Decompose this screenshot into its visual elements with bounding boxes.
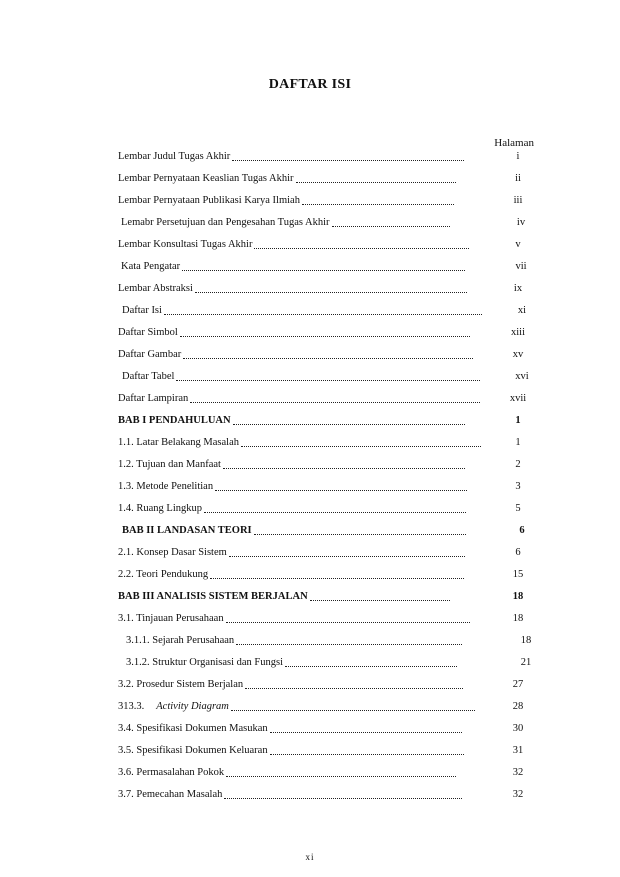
toc-entry[interactable]: 313.3. Activity Diagram 28 <box>118 700 538 714</box>
page-number: 2 <box>515 459 521 470</box>
toc-entry[interactable]: 3.6. Permasalahan Pokok 32 <box>118 766 538 780</box>
toc-entry[interactable]: 3.2. Prosedur Sistem Berjalan 27 <box>118 678 538 692</box>
leader-dots <box>176 380 480 381</box>
toc-entry[interactable]: Lembar Pernyataan Publikasi Karya Ilmiah iii <box>118 194 538 208</box>
leader-dots <box>302 204 454 205</box>
toc-entry[interactable]: Daftar Simbol xiii <box>118 326 538 340</box>
page-number: vii <box>515 261 527 272</box>
page-number: 32 <box>512 789 524 800</box>
page-number: 6 <box>519 525 525 536</box>
leader-dots <box>215 490 467 491</box>
leader-dots <box>226 622 470 623</box>
page-number: xvii <box>509 393 527 404</box>
page-number: 27 <box>512 679 524 690</box>
leader-dots <box>195 292 467 293</box>
leader-dots <box>285 666 457 667</box>
leader-dots <box>241 446 481 447</box>
toc-entry[interactable]: Lembar Pernyataan Keaslian Tugas Akhir ii <box>118 172 538 186</box>
leader-dots <box>226 776 456 777</box>
page-number: 21 <box>520 657 532 668</box>
page-number: i <box>516 151 520 162</box>
page-number: 1 <box>515 415 521 426</box>
toc-entry[interactable]: Lemabr Persetujuan dan Pengesahan Tugas Akhir iv <box>121 216 541 230</box>
leader-dots <box>332 226 450 227</box>
leader-dots <box>204 512 466 513</box>
toc-entry[interactable]: 1.4. Ruang Lingkup 5 <box>118 502 538 516</box>
toc-entry[interactable]: 3.4. Spesifikasi Dokumen Masukan 30 <box>118 722 538 736</box>
toc-entry[interactable]: 2.1. Konsep Dasar Sistem 6 <box>118 546 538 560</box>
toc-entry[interactable]: 1.2. Tujuan dan Manfaat 2 <box>118 458 538 472</box>
leader-dots <box>223 468 465 469</box>
toc-entry[interactable]: 3.1.1. Sejarah Perusahaan 18 <box>126 634 546 648</box>
page-number: 5 <box>515 503 521 514</box>
page-number: 3 <box>515 481 521 492</box>
toc-entry[interactable]: 3.1.2. Struktur Organisasi dan Fungsi 21 <box>126 656 546 670</box>
leader-dots <box>182 270 465 271</box>
toc-entry[interactable]: Daftar Lampiran xvii <box>118 392 538 406</box>
leader-dots <box>164 314 482 315</box>
leader-dots <box>224 798 462 799</box>
toc-entry[interactable]: Lembar Abstraksi ix <box>118 282 538 296</box>
toc-chapter[interactable]: BAB I PENDAHULUAN 1 <box>118 414 538 428</box>
leader-dots <box>270 732 462 733</box>
page-number: 15 <box>512 569 524 580</box>
leader-dots <box>254 248 469 249</box>
toc-chapter[interactable]: BAB III ANALISIS SISTEM BERJALAN 18 <box>118 590 538 604</box>
leader-dots <box>233 424 465 425</box>
page-number: iv <box>516 217 526 228</box>
toc-entry[interactable]: 1.1. Latar Belakang Masalah 1 <box>118 436 538 450</box>
toc-entry[interactable]: Lembar Konsultasi Tugas Akhir v <box>118 238 538 252</box>
page-number: xvi <box>515 371 529 382</box>
toc-entry[interactable]: Daftar Gambar xv <box>118 348 538 362</box>
page-number: xi <box>517 305 527 316</box>
toc-entry[interactable]: Daftar Tabel xvi <box>122 370 542 384</box>
page-number: ii <box>515 173 521 184</box>
page-number: v <box>515 239 521 250</box>
toc-entry[interactable]: 2.2. Teori Pendukung 15 <box>118 568 538 582</box>
toc-entry[interactable]: 3.7. Pemecahan Masalah 32 <box>118 788 538 802</box>
leader-dots <box>210 578 464 579</box>
page-number: xiii <box>510 327 525 338</box>
page-number: iii <box>513 195 523 206</box>
toc-entry[interactable]: 3.1. Tinjauan Perusahaan 18 <box>118 612 538 626</box>
leader-dots <box>270 754 464 755</box>
leader-dots <box>245 688 463 689</box>
leader-dots <box>183 358 473 359</box>
page-number: 31 <box>512 745 524 756</box>
page-number: 1 <box>515 437 521 448</box>
page-number: 18 <box>512 613 524 624</box>
activity-diagram-label: Activity Diagram <box>156 701 229 712</box>
page-number: 32 <box>512 767 524 778</box>
toc-entry[interactable]: Daftar Isi xi <box>122 304 542 318</box>
page-number: 30 <box>512 723 524 734</box>
toc-entry[interactable]: Kata Pengatar vii <box>121 260 541 274</box>
page-footer-number: xi <box>305 852 315 862</box>
page-title: DAFTAR ISI <box>268 77 352 92</box>
toc-entry[interactable]: Lembar Judul Tugas Akhir i <box>118 150 538 164</box>
leader-dots <box>296 182 456 183</box>
leader-dots <box>232 160 464 161</box>
leader-dots <box>180 336 470 337</box>
leader-dots <box>254 534 466 535</box>
page-number: 28 <box>512 701 524 712</box>
page-number: xv <box>512 349 524 360</box>
page-number: 18 <box>512 591 524 602</box>
column-header-halaman: Halaman <box>494 137 534 149</box>
toc-entry[interactable]: 1.3. Metode Penelitian 3 <box>118 480 538 494</box>
toc-chapter[interactable]: BAB II LANDASAN TEORI 6 <box>122 524 542 538</box>
toc-entry[interactable]: 3.5. Spesifikasi Dokumen Keluaran 31 <box>118 744 538 758</box>
leader-dots <box>236 644 462 645</box>
page-number: 6 <box>515 547 521 558</box>
leader-dots <box>310 600 450 601</box>
leader-dots <box>229 556 465 557</box>
leader-dots <box>190 402 480 403</box>
page-number: 18 <box>520 635 532 646</box>
page-number: ix <box>513 283 523 294</box>
leader-dots <box>231 710 475 711</box>
